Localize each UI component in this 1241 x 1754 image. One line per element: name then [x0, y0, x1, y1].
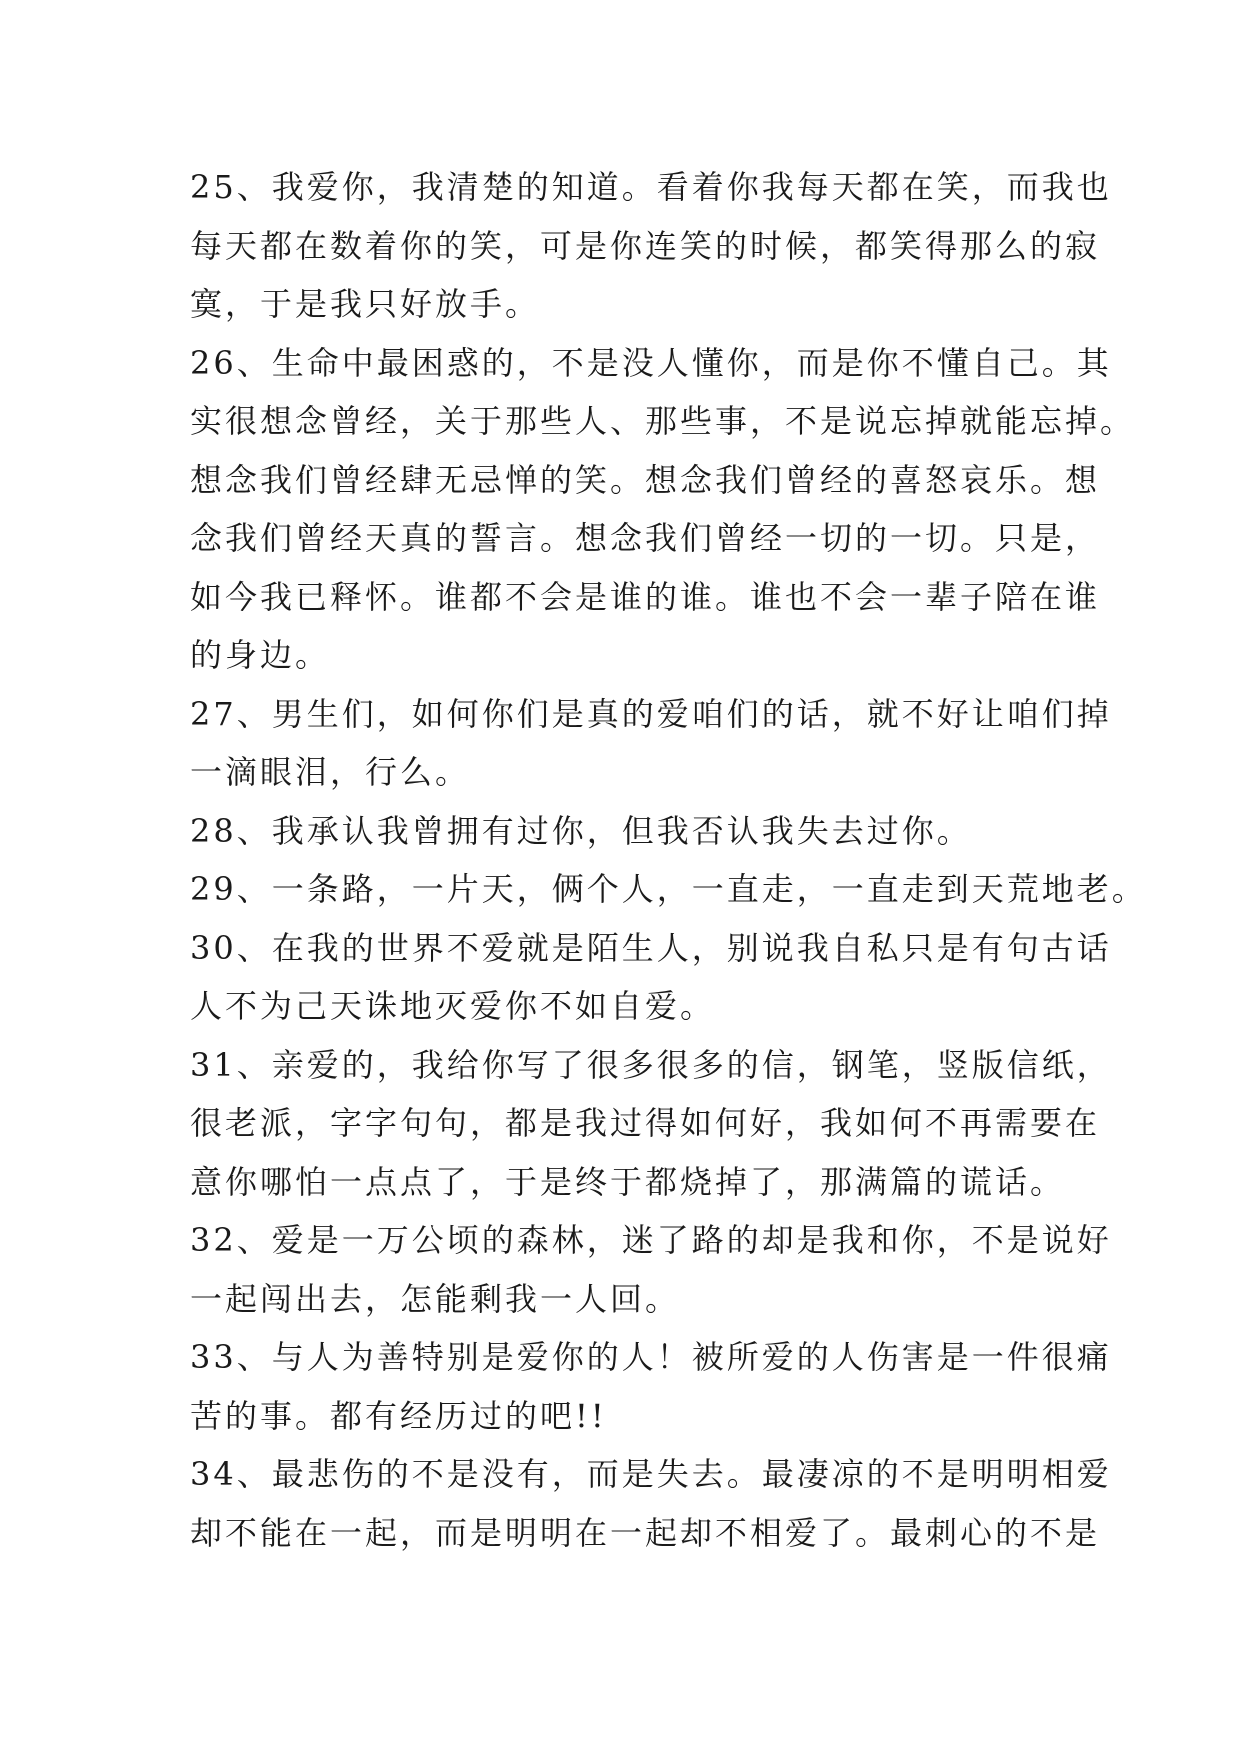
- text-line: 27、男生们，如何你们是真的爱咱们的话，就不好让咱们掉: [190, 694, 1112, 733]
- text-line: 每天都在数着你的笑，可是你连笑的时候，都笑得那么的寂: [190, 226, 1101, 265]
- text-line: 却不能在一起，而是明明在一起却不相爱了。最刺心的不是: [190, 1513, 1101, 1552]
- text-line: 想念我们曾经肆无忌惮的笑。想念我们曾经的喜怒哀乐。想: [190, 460, 1101, 499]
- text-line: 人不为己天诛地灭爱你不如自爱。: [190, 987, 716, 1025]
- text-line: 很老派，字字句句，都是我过得如何好，我如何不再需要在: [190, 1104, 1101, 1142]
- text-line: 26、生命中最困惑的，不是没人懂你，而是你不懂自己。其: [190, 343, 1112, 382]
- text-line: 34、最悲伤的不是没有，而是失去。最凄凉的不是明明相爱: [190, 1455, 1112, 1493]
- text-line: 31、亲爱的，我给你写了很多很多的信，钢笔，竖版信纸，: [190, 1045, 1112, 1084]
- text-line: 25、我爱你，我清楚的知道。看着你我每天都在笑，而我也: [190, 168, 1112, 206]
- text-line: 念我们曾经天真的誓言。想念我们曾经一切的一切。只是，: [190, 519, 1101, 557]
- document-body: [190, 158, 1147, 1562]
- text-line: 28、我承认我曾拥有过你，但我否认我失去过你。: [190, 811, 972, 850]
- text-line: 一滴眼泪，行么。: [190, 753, 471, 791]
- text-line: 的身边。: [190, 636, 331, 674]
- text-line: 实很想念曾经，关于那些人、那些事，不是说忘掉就能忘掉。: [190, 402, 1136, 440]
- text-line: 29、一条路，一片天，俩个人，一直走，一直走到天荒地老。: [190, 870, 1147, 908]
- text-line: 如今我已释怀。谁都不会是谁的谁。谁也不会一辈子陪在谁: [190, 577, 1101, 616]
- text-line: 32、爱是一万公顷的森林，迷了路的却是我和你，不是说好: [190, 1221, 1112, 1259]
- text-line: 苦的事。都有经历过的吧!!: [190, 1396, 607, 1435]
- text-line: 意你哪怕一点点了，于是终于都烧掉了，那满篇的谎话。: [190, 1162, 1066, 1201]
- text-line: 一起闯出去，怎能剩我一人回。: [190, 1279, 681, 1318]
- text-line: 寞，于是我只好放手。: [190, 285, 541, 323]
- text-line: 30、在我的世界不爱就是陌生人，别说我自私只是有句古话: [190, 928, 1112, 967]
- text-line: 33、与人为善特别是爱你的人！被所爱的人伤害是一件很痛: [190, 1338, 1112, 1376]
